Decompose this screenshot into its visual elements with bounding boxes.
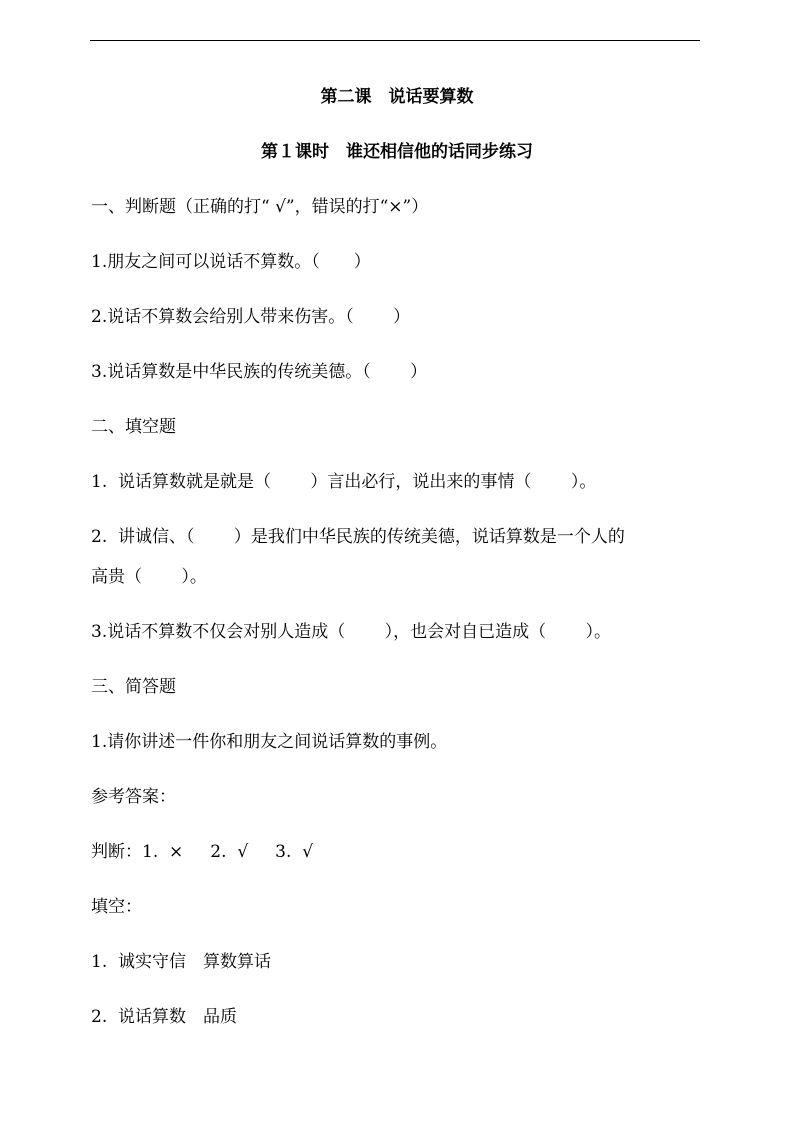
question-item: 3.说话不算数不仅会对别人造成（ ），也会对自已造成（ ）。 [91,622,612,642]
question-item: 1.请你讲述一件你和朋友之间说话算数的事例。 [91,732,448,752]
question-item-continued: 高贵（ ）。 [91,567,207,587]
answers-heading: 参考答案： [91,787,176,807]
answer-item: 2. 说话算数 品质 [91,1007,238,1027]
answer-fill-heading: 填空： [91,897,142,917]
answer-item: 1. 诚实守信 算数算话 [91,952,272,972]
section-heading-fill: 二、填空题 [91,417,176,437]
question-item: 3.说话算数是中华民族的传统美德。（ ） [91,362,428,382]
page-subtitle: 第１课时 谁还相信他的话同步练习 [261,142,533,162]
answer-judge: 判断：1. × 2. √ 3. √ [91,842,314,862]
header-rule [90,40,700,41]
question-item: 1. 说话算数就是就是（ ）言出必行，说出来的事情（ ）。 [91,472,597,492]
question-item: 2. 讲诚信、（ ）是我们中华民族的传统美德，说话算数是一个人的 [91,527,625,547]
section-heading-judge: 一、判断题（正确的打“ √”，错误的打“×”） [91,197,429,217]
question-item: 1.朋友之间可以说话不算数。（ ） [91,252,371,272]
page-title: 第二课 说话要算数 [320,87,474,107]
section-heading-short-answer: 三、简答题 [91,677,176,697]
question-item: 2.说话不算数会给别人带来伤害。（ ） [91,307,411,327]
